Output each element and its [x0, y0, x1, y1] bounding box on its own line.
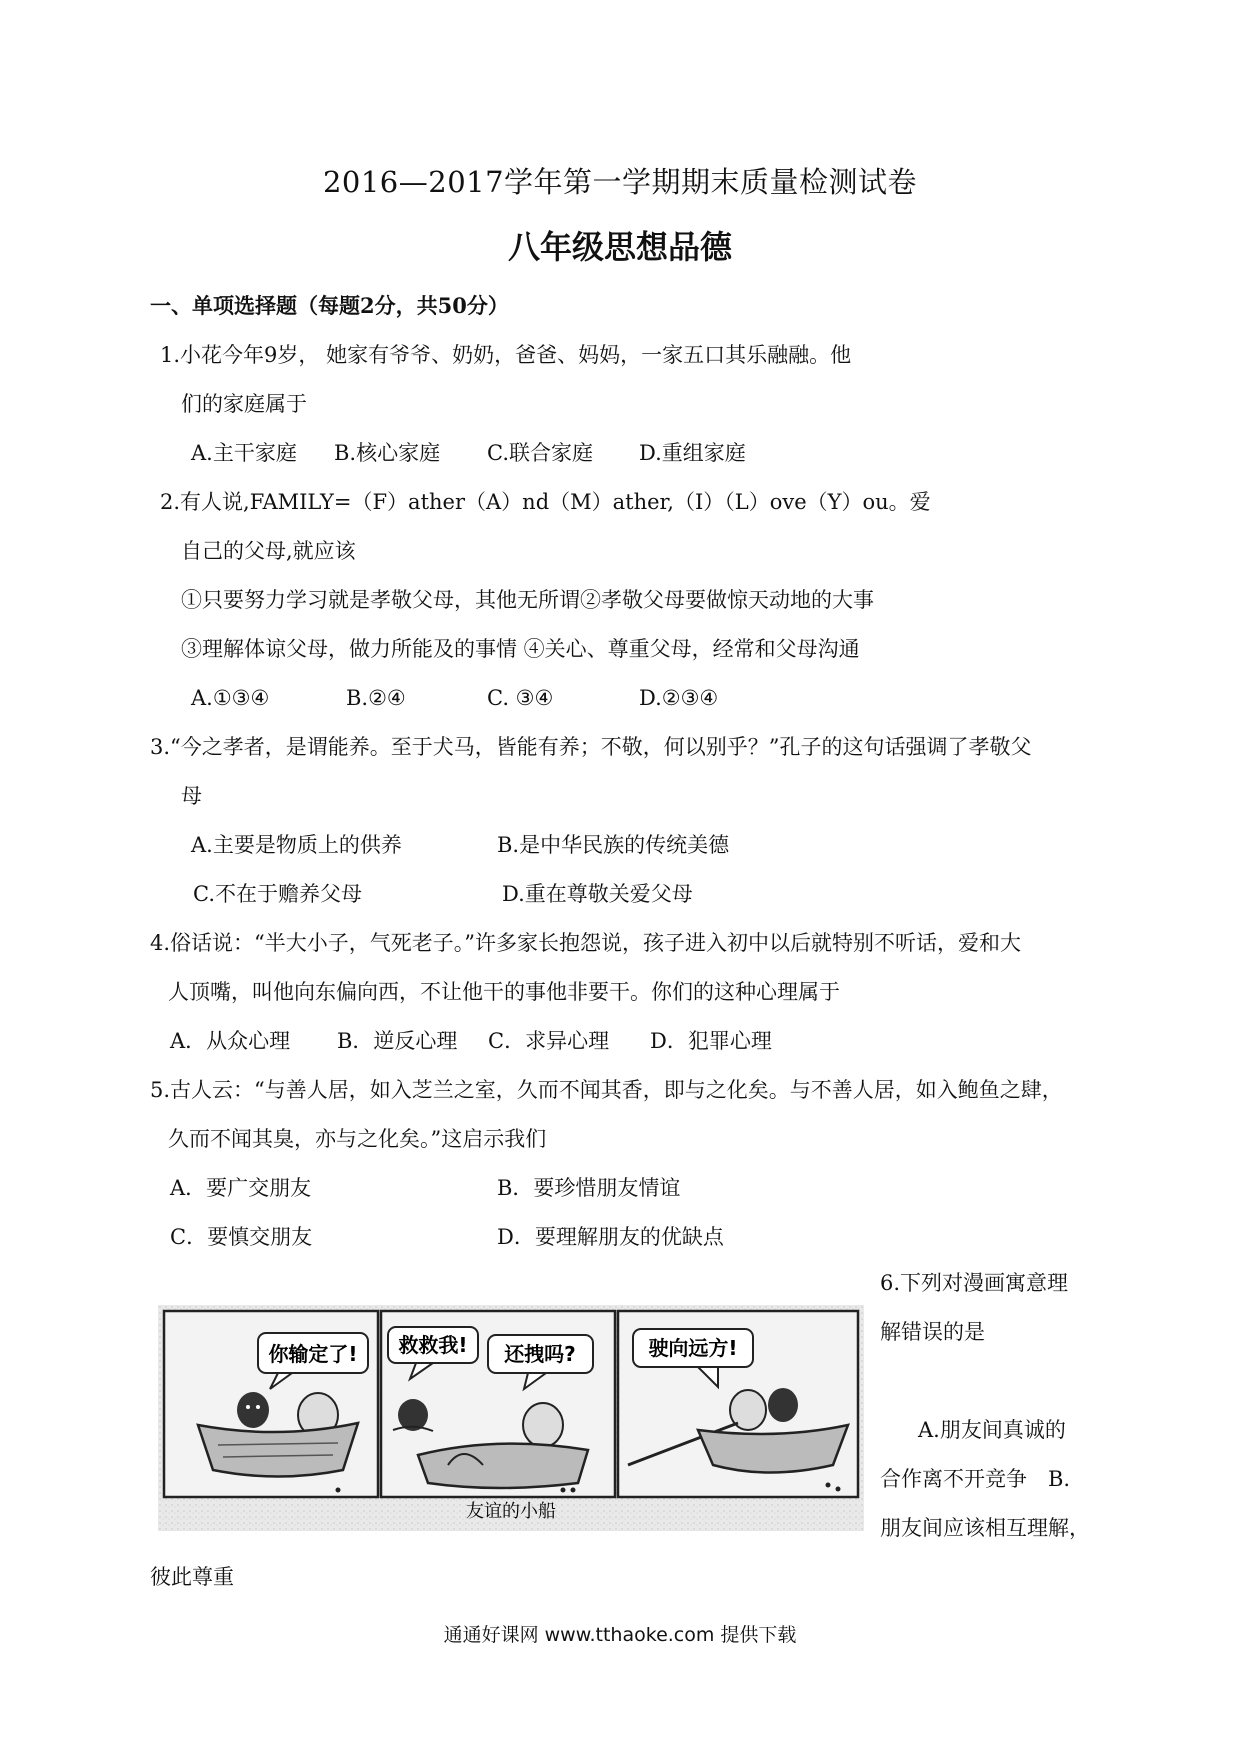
q2-option-d: D.②③④: [639, 686, 719, 710]
q1-line1: 1.小花今年9岁， 她家有爷爷、奶奶，爸爸、妈妈，一家五口其乐融融。他: [160, 343, 852, 367]
q2-line2: 自己的父母,就应该: [181, 539, 356, 563]
q5-option-c: C．要慎交朋友: [170, 1225, 313, 1249]
q4-option-b: B．逆反心理: [337, 1029, 458, 1053]
comic-caption: 友谊的小船: [466, 1501, 556, 1522]
bubble-1: 你输定了!: [268, 1342, 358, 1366]
section-heading: 一、单项选择题（每题2分，共50分）: [150, 293, 509, 318]
q1-option-d: D.重组家庭: [639, 441, 746, 465]
q2-line4: ③理解体谅父母，做力所能及的事情 ④关心、尊重父母，经常和父母沟通: [181, 637, 860, 661]
q1-option-a: A.主干家庭: [191, 441, 297, 465]
footer-source: 通通好课网 www.tthaoke.com 提供下载: [443, 1624, 797, 1646]
q5-line2: 久而不闻其臭，亦与之化矣。”这启示我们: [168, 1127, 547, 1151]
q6-line4: 合作离不开竞争 B.: [880, 1467, 1071, 1491]
q2-option-c: C. ③④: [487, 686, 554, 710]
q6-line5: 朋友间应该相互理解，: [880, 1516, 1090, 1540]
bubble-3: 还拽吗?: [504, 1342, 576, 1366]
bubble-4: 驶向远方!: [648, 1336, 738, 1360]
friendship-boat-comic: [158, 1305, 864, 1531]
q5-option-b: B．要珍惜朋友情谊: [497, 1176, 681, 1200]
q2-option-b: B.②④: [346, 686, 406, 710]
q5-option-d: D．要理解朋友的优缺点: [497, 1225, 724, 1249]
q6-line2: 解错误的是: [880, 1320, 985, 1344]
q4-option-d: D．犯罪心理: [650, 1029, 772, 1053]
exam-subtitle: 八年级思想品德: [507, 228, 732, 266]
q1-option-c: C.联合家庭: [487, 441, 593, 465]
q2-line3: ①只要努力学习就是孝敬父母，其他无所谓②孝敬父母要做惊天动地的大事: [181, 588, 874, 612]
q6-line6: 彼此尊重: [150, 1565, 234, 1589]
q4-line2: 人顶嘴，叫他向东偏向西，不让他干的事他非要干。你们的这种心理属于: [168, 980, 840, 1004]
q2-option-a: A.①③④: [191, 686, 270, 710]
q3-line1: 3.“今之孝者，是谓能养。至于犬马，皆能有养；不敬，何以别乎？”孔子的这句话强调了孝敬父: [150, 735, 1032, 759]
q3-option-c: C.不在于赡养父母: [193, 882, 362, 906]
q3-option-b: B.是中华民族的传统美德: [497, 833, 730, 857]
q6-line3: A.朋友间真诚的: [918, 1418, 1066, 1442]
q1-option-b: B.核心家庭: [334, 441, 441, 465]
q4-option-a: A．从众心理: [170, 1029, 291, 1053]
q2-line1: 2.有人说,FAMILY=（F）ather（A）nd（M）ather,（I）（L）ove（Y）ou。爱: [160, 490, 931, 514]
q1-line2: 们的家庭属于: [181, 392, 307, 416]
q3-line2: 母: [181, 784, 202, 808]
exam-title: 2016—2017学年第一学期期末质量检测试卷: [322, 165, 918, 199]
q3-option-d: D.重在尊敬关爱父母: [502, 882, 693, 906]
q5-option-a: A．要广交朋友: [170, 1176, 312, 1200]
q6-line1: 6.下列对漫画寓意理: [880, 1271, 1069, 1295]
q3-option-a: A.主要是物质上的供养: [191, 833, 402, 857]
q4-option-c: C．求异心理: [488, 1029, 610, 1053]
bubble-2: 救救我!: [398, 1333, 468, 1357]
q4-line1: 4.俗话说：“半大小子，气死老子。”许多家长抱怨说，孩子进入初中以后就特别不听话，爱和大: [150, 931, 1022, 955]
q5-line1: 5.古人云：“与善人居，如入芝兰之室，久而不闻其香，即与之化矣。与不善人居，如入鲍鱼之肆，: [150, 1078, 1063, 1102]
